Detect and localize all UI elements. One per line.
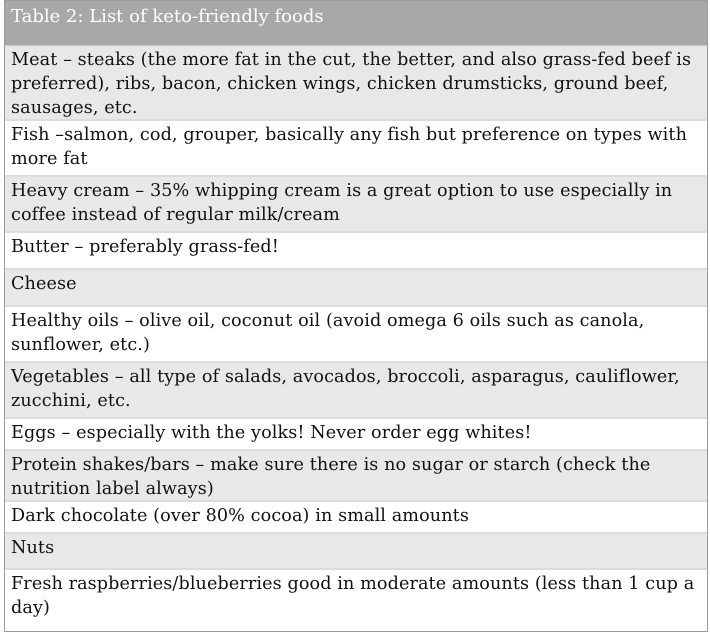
- table-row-eggs: Eggs – especially with the yolks! Never order egg whites!: [5, 419, 707, 451]
- table-row-cheese: Cheese: [5, 270, 707, 307]
- table-row-meat: Meat – steaks (the more fat in the cut, the better, and also grass-fed beef is preferred), ribs, bacon, chicken wings, chicken drumsticks, ground beef, sausages, etc.: [5, 46, 707, 121]
- table-row-dark-chocolate: Dark chocolate (over 80% cocoa) in small amounts: [5, 502, 707, 534]
- table-row-nuts: Nuts: [5, 534, 707, 570]
- table-row-fish: Fish –salmon, cod, grouper, basically any fish but preference on types with more fat: [5, 121, 707, 177]
- table-row-berries: Fresh raspberries/blueberries good in moderate amounts (less than 1 cup a day): [5, 570, 707, 626]
- keto-foods-table: [4, 0, 708, 632]
- table-row-heavy-cream: Heavy cream – 35% whipping cream is a great option to use especially in coffee instead of regular milk/cream: [5, 177, 707, 233]
- table-row-protein-shakes: Protein shakes/bars – make sure there is no sugar or starch (check the nutrition label always): [5, 451, 707, 502]
- table-row-butter: Butter – preferably grass-fed!: [5, 233, 707, 270]
- table-row-healthy-oils: Healthy oils – olive oil, coconut oil (avoid omega 6 oils such as canola, sunflower, etc.): [5, 307, 707, 363]
- table-title: Table 2: List of keto-friendly foods: [5, 1, 707, 46]
- table-row-vegetables: Vegetables – all type of salads, avocados, broccoli, asparagus, cauliflower, zucchini, etc.: [5, 363, 707, 419]
